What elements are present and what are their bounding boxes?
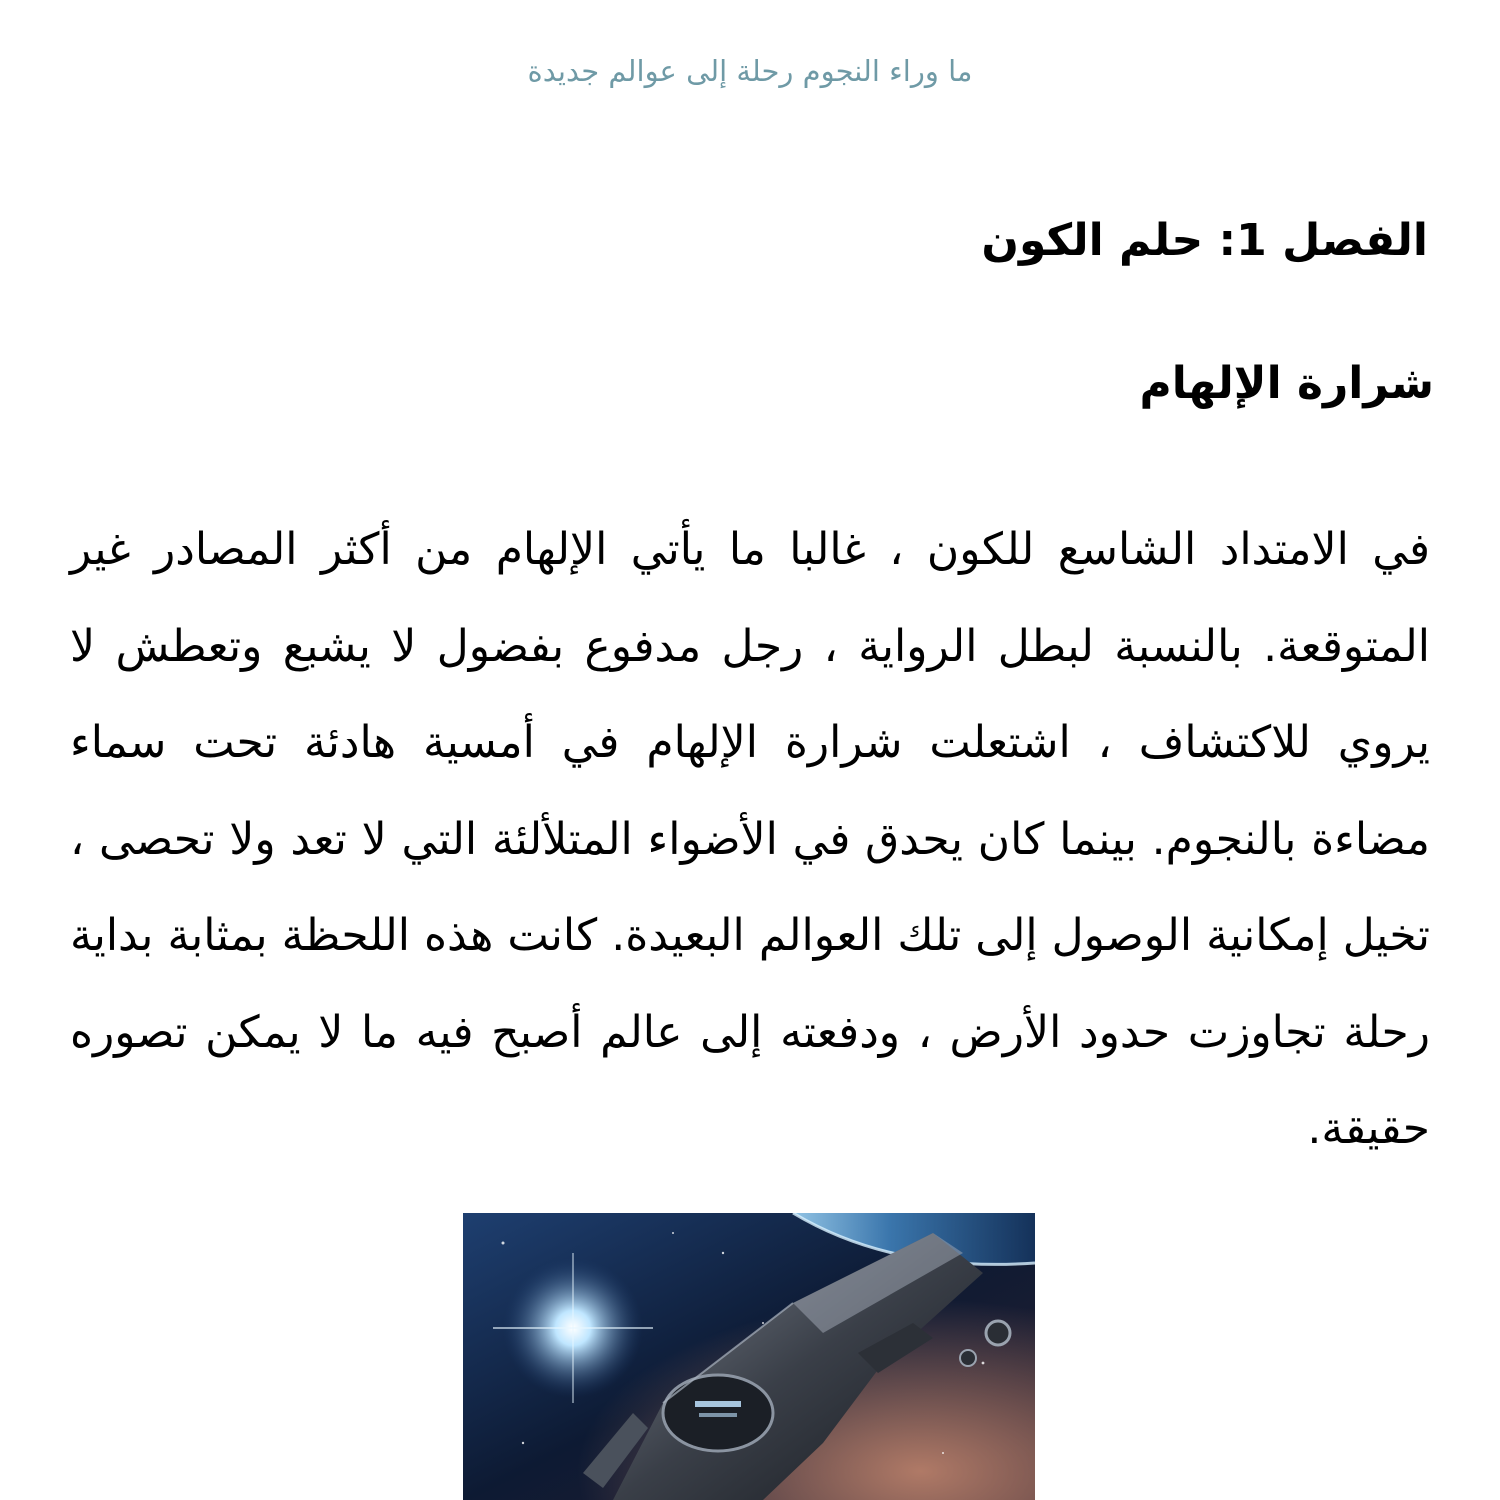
spaceship-illustration [463, 1213, 1035, 1500]
section-title: شرارة الإلهام [1139, 358, 1434, 409]
running-header: ما وراء النجوم رحلة إلى عوالم جديدة [527, 54, 973, 88]
body-paragraph: في الامتداد الشاسع للكون ، غالبا ما يأتي الإلهام من أكثر المصادر غير المتوقعة. بالنسبة لبطل الرواية ، رجل مدفوع بفضول لا يشبع وتعطش لا يروي للاكتشاف ، اشتعلت شرارة الإلهام في أمسية هادئة تحت سماء مضاءة بالنجوم. بينما كان يحدق في الأضواء المتلألئة التي لا تعد ولا تحصى ، تخيل إمكانية الوصول إلى تلك العوالم البعيدة. كانت هذه اللحظة بمثابة بداية رحلة تجاوزت حدود الأرض ، ودفعته إلى عالم أصبح فيه ما لا يمكن تصوره حقيقة. [70, 524, 1430, 1154]
chapter-title: الفصل 1: حلم الكون [981, 215, 1428, 266]
